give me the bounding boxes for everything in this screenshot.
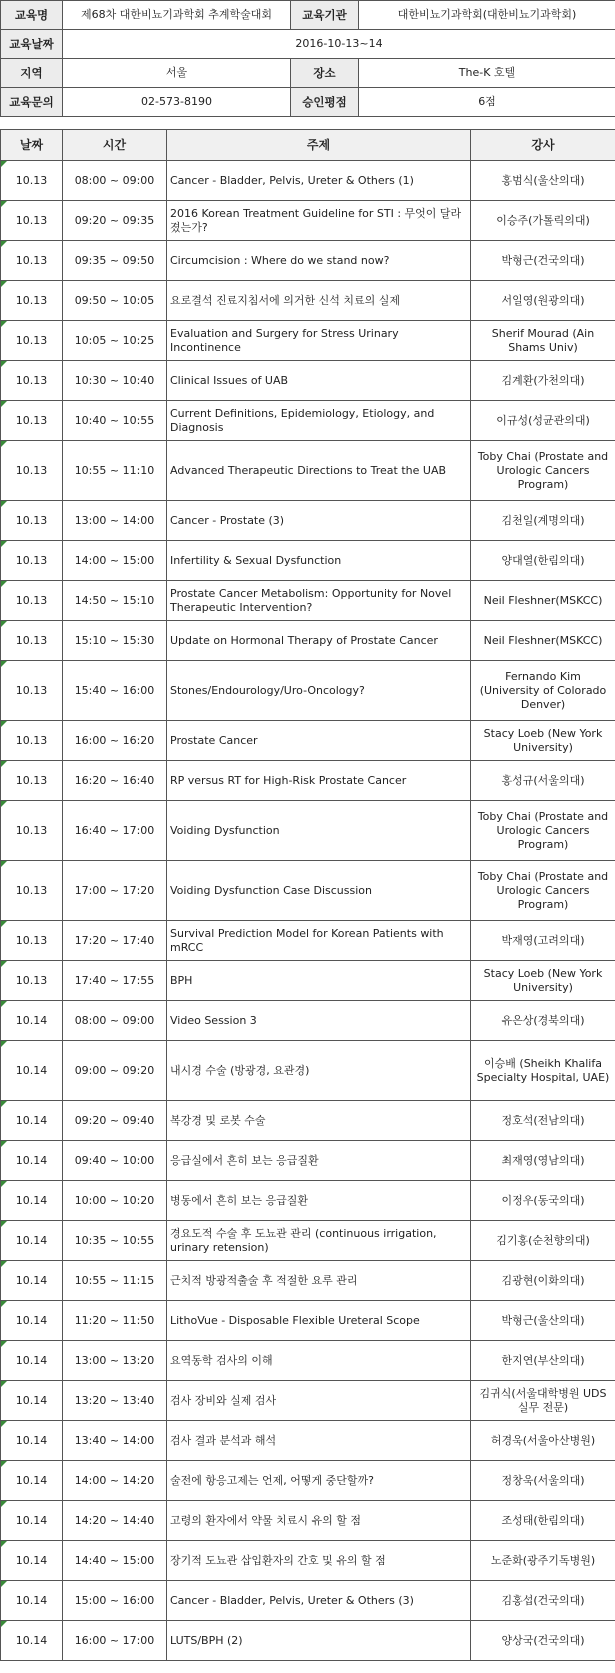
schedule-row [1, 1141, 615, 1181]
schedule-subject: 2016 Korean Treatment Guideline for STI : 무엇이 달라졌는가? [167, 201, 471, 241]
schedule-date: 10.13 [1, 581, 63, 621]
credit-label: 승인평점 [291, 88, 359, 117]
schedule-table [0, 129, 615, 1661]
schedule-subject: 내시경 수술 (방광경, 요관경) [167, 1041, 471, 1101]
schedule-date: 10.14 [1, 1341, 63, 1381]
schedule-time: 10:40 ~ 10:55 [63, 401, 167, 441]
schedule-time: 16:00 ~ 16:20 [63, 721, 167, 761]
schedule-time: 14:00 ~ 15:00 [63, 541, 167, 581]
schedule-time: 10:55 ~ 11:10 [63, 441, 167, 501]
schedule-speaker: Neil Fleshner(MSKCC) [471, 581, 615, 621]
schedule-speaker: 이규성(성균관의대) [471, 401, 615, 441]
schedule-date: 10.13 [1, 541, 63, 581]
event-name-value: 제68차 대한비뇨기과학회 추계학술대회 [63, 1, 291, 30]
schedule-time: 16:00 ~ 17:00 [63, 1621, 167, 1661]
schedule-date: 10.13 [1, 361, 63, 401]
schedule-speaker: 김기홍(순천향의대) [471, 1221, 615, 1261]
schedule-row [1, 241, 615, 281]
schedule-date: 10.13 [1, 401, 63, 441]
schedule-subject: Circumcision : Where do we stand now? [167, 241, 471, 281]
schedule-subject: Prostate Cancer [167, 721, 471, 761]
schedule-time: 10:30 ~ 10:40 [63, 361, 167, 401]
schedule-subject: Voiding Dysfunction Case Discussion [167, 861, 471, 921]
schedule-time: 16:40 ~ 17:00 [63, 801, 167, 861]
schedule-row [1, 441, 615, 501]
schedule-subject: Prostate Cancer Metabolism: Opportunity for Novel Therapeutic Intervention? [167, 581, 471, 621]
region-value: 서울 [63, 59, 291, 88]
schedule-time: 15:10 ~ 15:30 [63, 621, 167, 661]
schedule-speaker: Neil Fleshner(MSKCC) [471, 621, 615, 661]
info-row-region [1, 59, 615, 88]
schedule-speaker: 최재영(영남의대) [471, 1141, 615, 1181]
schedule-time: 15:00 ~ 16:00 [63, 1581, 167, 1621]
schedule-row [1, 761, 615, 801]
schedule-row [1, 721, 615, 761]
schedule-time: 09:35 ~ 09:50 [63, 241, 167, 281]
schedule-row [1, 321, 615, 361]
schedule-row [1, 541, 615, 581]
schedule-date: 10.14 [1, 1181, 63, 1221]
contact-label: 교육문의 [1, 88, 63, 117]
schedule-date: 10.14 [1, 1581, 63, 1621]
event-info-table [0, 0, 615, 117]
schedule-time: 13:40 ~ 14:00 [63, 1421, 167, 1461]
info-row-date [1, 30, 615, 59]
schedule-speaker: Stacy Loeb (New York University) [471, 961, 615, 1001]
contact-value: 02-573-8190 [63, 88, 291, 117]
schedule-subject: 요로결석 진료지침서에 의거한 신석 치료의 실제 [167, 281, 471, 321]
schedule-speaker: Sherif Mourad (Ain Shams Univ) [471, 321, 615, 361]
schedule-row [1, 201, 615, 241]
schedule-body [1, 161, 615, 1661]
schedule-subject: Cancer - Bladder, Pelvis, Ureter & Others (1) [167, 161, 471, 201]
schedule-time: 10:55 ~ 11:15 [63, 1261, 167, 1301]
schedule-subject: 검사 장비와 실제 검사 [167, 1381, 471, 1421]
schedule-subject: Clinical Issues of UAB [167, 361, 471, 401]
event-name-label: 교육명 [1, 1, 63, 30]
schedule-row [1, 1501, 615, 1541]
schedule-subject: 요역동학 검사의 이해 [167, 1341, 471, 1381]
header-time: 시간 [63, 130, 167, 161]
schedule-subject: 경요도적 수술 후 도뇨관 관리 (continuous irrigation, urinary retension) [167, 1221, 471, 1261]
schedule-time: 10:05 ~ 10:25 [63, 321, 167, 361]
schedule-subject: 고령의 환자에서 약물 치료시 유의 할 점 [167, 1501, 471, 1541]
schedule-time: 17:20 ~ 17:40 [63, 921, 167, 961]
schedule-speaker: 김계환(가천의대) [471, 361, 615, 401]
schedule-row [1, 161, 615, 201]
venue-value: The-K 호텔 [359, 59, 615, 88]
schedule-date: 10.14 [1, 1261, 63, 1301]
schedule-subject: Advanced Therapeutic Directions to Treat the UAB [167, 441, 471, 501]
schedule-speaker: 양상국(건국의대) [471, 1621, 615, 1661]
schedule-row [1, 1421, 615, 1461]
schedule-subject: LUTS/BPH (2) [167, 1621, 471, 1661]
schedule-time: 14:40 ~ 15:00 [63, 1541, 167, 1581]
schedule-date: 10.13 [1, 801, 63, 861]
schedule-time: 09:40 ~ 10:00 [63, 1141, 167, 1181]
schedule-date: 10.13 [1, 501, 63, 541]
schedule-date: 10.13 [1, 241, 63, 281]
schedule-time: 14:50 ~ 15:10 [63, 581, 167, 621]
schedule-time: 17:00 ~ 17:20 [63, 861, 167, 921]
organization-label: 교육기관 [291, 1, 359, 30]
schedule-subject: Update on Hormonal Therapy of Prostate Cancer [167, 621, 471, 661]
schedule-time: 09:00 ~ 09:20 [63, 1041, 167, 1101]
schedule-subject: 술전에 항응고제는 언제, 어떻게 중단할까? [167, 1461, 471, 1501]
schedule-row [1, 621, 615, 661]
schedule-date: 10.14 [1, 1001, 63, 1041]
schedule-subject: LithoVue - Disposable Flexible Ureteral Scope [167, 1301, 471, 1341]
schedule-row [1, 1461, 615, 1501]
schedule-speaker: Stacy Loeb (New York University) [471, 721, 615, 761]
schedule-speaker: 정창욱(서울의대) [471, 1461, 615, 1501]
schedule-time: 13:00 ~ 13:20 [63, 1341, 167, 1381]
schedule-row [1, 861, 615, 921]
schedule-row [1, 1101, 615, 1141]
schedule-subject: 복강경 및 로봇 수술 [167, 1101, 471, 1141]
organization-value: 대한비뇨기과학회(대한비뇨기과학회) [359, 1, 615, 30]
credit-value: 6점 [359, 88, 615, 117]
schedule-date: 10.14 [1, 1501, 63, 1541]
schedule-speaker: 홍범식(울산의대) [471, 161, 615, 201]
schedule-subject: 장기적 도뇨관 삽입환자의 간호 및 유의 할 점 [167, 1541, 471, 1581]
schedule-subject: Video Session 3 [167, 1001, 471, 1041]
schedule-row [1, 581, 615, 621]
schedule-row [1, 921, 615, 961]
schedule-speaker: 박형근(건국의대) [471, 241, 615, 281]
schedule-row [1, 1301, 615, 1341]
schedule-row [1, 281, 615, 321]
schedule-subject: Voiding Dysfunction [167, 801, 471, 861]
schedule-time: 08:00 ~ 09:00 [63, 161, 167, 201]
schedule-speaker: 허경욱(서울아산병원) [471, 1421, 615, 1461]
schedule-time: 13:20 ~ 13:40 [63, 1381, 167, 1421]
schedule-row [1, 1041, 615, 1101]
schedule-date: 10.13 [1, 161, 63, 201]
schedule-row [1, 1581, 615, 1621]
schedule-header-row [1, 130, 615, 161]
schedule-row [1, 661, 615, 721]
schedule-date: 10.14 [1, 1221, 63, 1261]
schedule-date: 10.13 [1, 921, 63, 961]
schedule-date: 10.14 [1, 1301, 63, 1341]
schedule-speaker: 홍성규(서울의대) [471, 761, 615, 801]
region-label: 지역 [1, 59, 63, 88]
schedule-speaker: 박형근(울산의대) [471, 1301, 615, 1341]
schedule-date: 10.14 [1, 1541, 63, 1581]
schedule-subject: Cancer - Bladder, Pelvis, Ureter & Others (3) [167, 1581, 471, 1621]
schedule-date: 10.13 [1, 661, 63, 721]
date-value: 2016-10-13~14 [63, 30, 615, 59]
schedule-row [1, 501, 615, 541]
schedule-time: 17:40 ~ 17:55 [63, 961, 167, 1001]
schedule-time: 15:40 ~ 16:00 [63, 661, 167, 721]
schedule-date: 10.13 [1, 861, 63, 921]
schedule-speaker: 김귀식(서울대학병원 UDS 실무 전문) [471, 1381, 615, 1421]
schedule-speaker: Toby Chai (Prostate and Urologic Cancers Program) [471, 801, 615, 861]
schedule-subject: Stones/Endourology/Uro-Oncology? [167, 661, 471, 721]
schedule-date: 10.13 [1, 321, 63, 361]
schedule-speaker: Toby Chai (Prostate and Urologic Cancers Program) [471, 861, 615, 921]
schedule-speaker: 김천일(계명의대) [471, 501, 615, 541]
date-label: 교육날짜 [1, 30, 63, 59]
schedule-date: 10.13 [1, 201, 63, 241]
schedule-time: 09:20 ~ 09:40 [63, 1101, 167, 1141]
schedule-row [1, 1001, 615, 1041]
schedule-date: 10.14 [1, 1101, 63, 1141]
schedule-subject: RP versus RT for High-Risk Prostate Cancer [167, 761, 471, 801]
schedule-time: 14:20 ~ 14:40 [63, 1501, 167, 1541]
schedule-time: 09:50 ~ 10:05 [63, 281, 167, 321]
schedule-time: 11:20 ~ 11:50 [63, 1301, 167, 1341]
info-row-event [1, 1, 615, 30]
schedule-subject: 병동에서 흔히 보는 응급질환 [167, 1181, 471, 1221]
schedule-date: 10.14 [1, 1041, 63, 1101]
schedule-subject: Survival Prediction Model for Korean Patients with mRCC [167, 921, 471, 961]
schedule-speaker: 정호석(전남의대) [471, 1101, 615, 1141]
schedule-speaker: 양대열(한림의대) [471, 541, 615, 581]
schedule-row [1, 1261, 615, 1301]
schedule-speaker: 서일영(원광의대) [471, 281, 615, 321]
schedule-subject: BPH [167, 961, 471, 1001]
schedule-date: 10.13 [1, 961, 63, 1001]
schedule-time: 14:00 ~ 14:20 [63, 1461, 167, 1501]
schedule-speaker: 김광현(이화의대) [471, 1261, 615, 1301]
schedule-row [1, 1541, 615, 1581]
schedule-subject: 응급실에서 흔히 보는 응급질환 [167, 1141, 471, 1181]
schedule-speaker: 이승주(가톨릭의대) [471, 201, 615, 241]
schedule-row [1, 401, 615, 441]
schedule-speaker: 한지연(부산의대) [471, 1341, 615, 1381]
schedule-date: 10.14 [1, 1381, 63, 1421]
venue-label: 장소 [291, 59, 359, 88]
schedule-subject: 검사 결과 분석과 해석 [167, 1421, 471, 1461]
schedule-row [1, 961, 615, 1001]
schedule-row [1, 1221, 615, 1261]
schedule-date: 10.14 [1, 1421, 63, 1461]
schedule-speaker: Fernando Kim (University of Colorado Denver) [471, 661, 615, 721]
schedule-row [1, 1181, 615, 1221]
schedule-time: 10:35 ~ 10:55 [63, 1221, 167, 1261]
schedule-time: 13:00 ~ 14:00 [63, 501, 167, 541]
schedule-date: 10.14 [1, 1141, 63, 1181]
schedule-date: 10.13 [1, 721, 63, 761]
schedule-date: 10.13 [1, 441, 63, 501]
schedule-subject: Current Definitions, Epidemiology, Etiology, and Diagnosis [167, 401, 471, 441]
schedule-speaker: 김홍섭(건국의대) [471, 1581, 615, 1621]
schedule-speaker: 박재영(고려의대) [471, 921, 615, 961]
schedule-speaker: 유은상(경북의대) [471, 1001, 615, 1041]
schedule-row [1, 361, 615, 401]
schedule-time: 10:00 ~ 10:20 [63, 1181, 167, 1221]
schedule-time: 09:20 ~ 09:35 [63, 201, 167, 241]
schedule-row [1, 801, 615, 861]
schedule-subject: Evaluation and Surgery for Stress Urinary Incontinence [167, 321, 471, 361]
schedule-date: 10.14 [1, 1621, 63, 1661]
schedule-time: 16:20 ~ 16:40 [63, 761, 167, 801]
schedule-time: 08:00 ~ 09:00 [63, 1001, 167, 1041]
schedule-subject: 근치적 방광적출술 후 적절한 요루 관리 [167, 1261, 471, 1301]
schedule-row [1, 1621, 615, 1661]
schedule-date: 10.13 [1, 761, 63, 801]
schedule-speaker: Toby Chai (Prostate and Urologic Cancers Program) [471, 441, 615, 501]
schedule-date: 10.14 [1, 1461, 63, 1501]
schedule-speaker: 조성태(한림의대) [471, 1501, 615, 1541]
schedule-speaker: 이승배 (Sheikh Khalifa Specialty Hospital, UAE) [471, 1041, 615, 1101]
header-date: 날짜 [1, 130, 63, 161]
schedule-row [1, 1341, 615, 1381]
schedule-speaker: 노준화(광주기독병원) [471, 1541, 615, 1581]
schedule-subject: Infertility & Sexual Dysfunction [167, 541, 471, 581]
schedule-speaker: 이정우(동국의대) [471, 1181, 615, 1221]
schedule-date: 10.13 [1, 621, 63, 661]
header-speaker: 강사 [471, 130, 615, 161]
schedule-subject: Cancer - Prostate (3) [167, 501, 471, 541]
info-row-contact [1, 88, 615, 117]
schedule-row [1, 1381, 615, 1421]
header-subject: 주제 [167, 130, 471, 161]
schedule-date: 10.13 [1, 281, 63, 321]
